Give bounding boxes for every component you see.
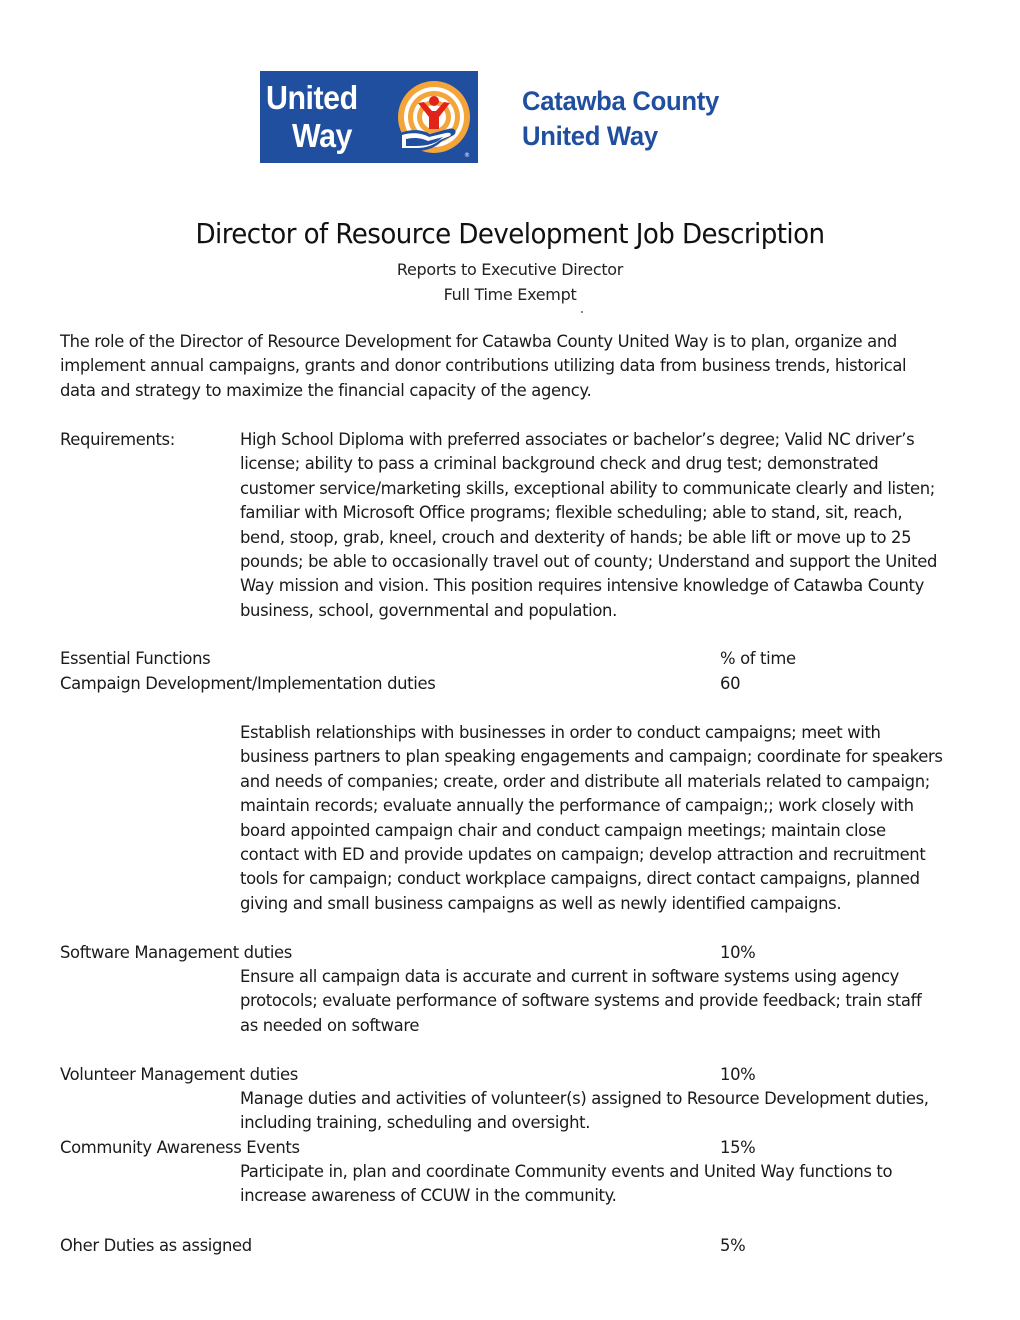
volunteer-duties-pct: 10%: [720, 1065, 756, 1084]
org-name-line1: Catawba County: [522, 86, 719, 116]
campaign-line: tools for campaign; conduct workplace campaigns, direct contact campaigns, planned: [240, 869, 920, 889]
org-name-line2: United Way: [522, 121, 658, 151]
requirements-label: Requirements:: [60, 430, 175, 449]
org-name: [522, 84, 719, 154]
other-duties-pct: 5%: [720, 1236, 746, 1255]
campaign-line: and needs of companies; create, order and distribute all materials related to campaign;: [240, 771, 930, 791]
software-line: protocols; evaluate performance of software systems and provide feedback; train staff: [240, 991, 922, 1011]
employment-status: Full Time Exempt: [443, 285, 577, 304]
stray-dot: [581, 311, 583, 313]
logo-word-way: Way: [292, 117, 352, 154]
intro-line: The role of the Director of Resource Development for Catawba County United Way is to plan, organize and: [60, 332, 897, 351]
community-line: Participate in, plan and coordinate Community events and United Way functions to: [240, 1162, 893, 1181]
campaign-duties-label: Campaign Development/Implementation duties: [60, 674, 436, 693]
campaign-line: giving and small business campaigns as well as newly identified campaigns.: [240, 893, 842, 913]
requirements-line: business, school, governmental and population.: [240, 600, 617, 620]
requirements-line: customer service/marketing skills, exceptional ability to communicate clearly and listen;: [240, 478, 935, 498]
intro-line: implement annual campaigns, grants and donor contributions utilizing data from business trends, historical: [60, 356, 907, 376]
requirements-line: High School Diploma with preferred associates or bachelor’s degree; Valid NC driver’s: [240, 430, 915, 449]
requirements-line: pounds; be able to occasionally travel out of county; Understand and support the United: [240, 552, 938, 572]
volunteer-duties-text: [240, 1087, 929, 1136]
hand-person-rainbow-icon: [396, 77, 472, 159]
campaign-line: Establish relationships with businesses in order to conduct campaigns; meet with: [240, 723, 881, 742]
volunteer-line: including training, scheduling and oversight.: [240, 1113, 591, 1133]
requirements-line: Way mission and vision. This position requires intensive knowledge of Catawba County: [240, 576, 924, 596]
logo-word-united: United: [266, 79, 358, 116]
software-duties-pct: 10%: [720, 943, 756, 962]
percent-of-time-label: % of time: [720, 649, 796, 668]
svg-text:®: ®: [464, 152, 470, 159]
volunteer-duties-label: Volunteer Management duties: [60, 1065, 298, 1084]
page-title: Director of Resource Development Job Description: [195, 218, 825, 250]
campaign-line: contact with ED and provide updates on campaign; develop attraction and recruitment: [240, 845, 926, 865]
software-line: Ensure all campaign data is accurate and current in software systems using agency: [240, 967, 900, 986]
requirements-line: license; ability to pass a criminal background check and drug test; demonstrated: [240, 454, 879, 474]
software-duties-label: Software Management duties: [60, 943, 292, 962]
software-duties-text: [240, 965, 921, 1038]
campaign-duties-pct: 60: [720, 674, 741, 693]
community-events-label: Community Awareness Events: [60, 1138, 300, 1157]
campaign-duties-text: [240, 721, 943, 916]
community-events-text: [240, 1160, 892, 1209]
campaign-line: business partners to plan speaking engagements and campaign; coordinate for speakers: [240, 747, 943, 767]
other-duties-label: Oher Duties as assigned: [60, 1236, 252, 1255]
software-line: as needed on software: [240, 1015, 420, 1035]
requirements-line: bend, stoop, grab, kneel, crouch and dexterity of hands; be able lift or move up to 25: [240, 527, 912, 547]
intro-line: data and strategy to maximize the financial capacity of the agency.: [60, 380, 592, 400]
community-line: increase awareness of CCUW in the community.: [240, 1186, 617, 1206]
reports-to: Reports to Executive Director: [396, 260, 624, 279]
volunteer-line: Manage duties and activities of volunteer(s) assigned to Resource Development duties,: [240, 1089, 929, 1108]
community-events-pct: 15%: [720, 1138, 756, 1157]
requirements-text: [240, 428, 937, 623]
requirements-line: familiar with Microsoft Office programs; flexible scheduling; able to stand, sit, reach,: [240, 503, 903, 523]
intro-paragraph: [60, 330, 960, 403]
essential-functions-label: Essential Functions: [60, 649, 211, 668]
campaign-line: board appointed campaign chair and conduct campaign meetings; maintain close: [240, 820, 886, 840]
campaign-line: maintain records; evaluate annually the performance of campaign;; work closely with: [240, 796, 914, 816]
